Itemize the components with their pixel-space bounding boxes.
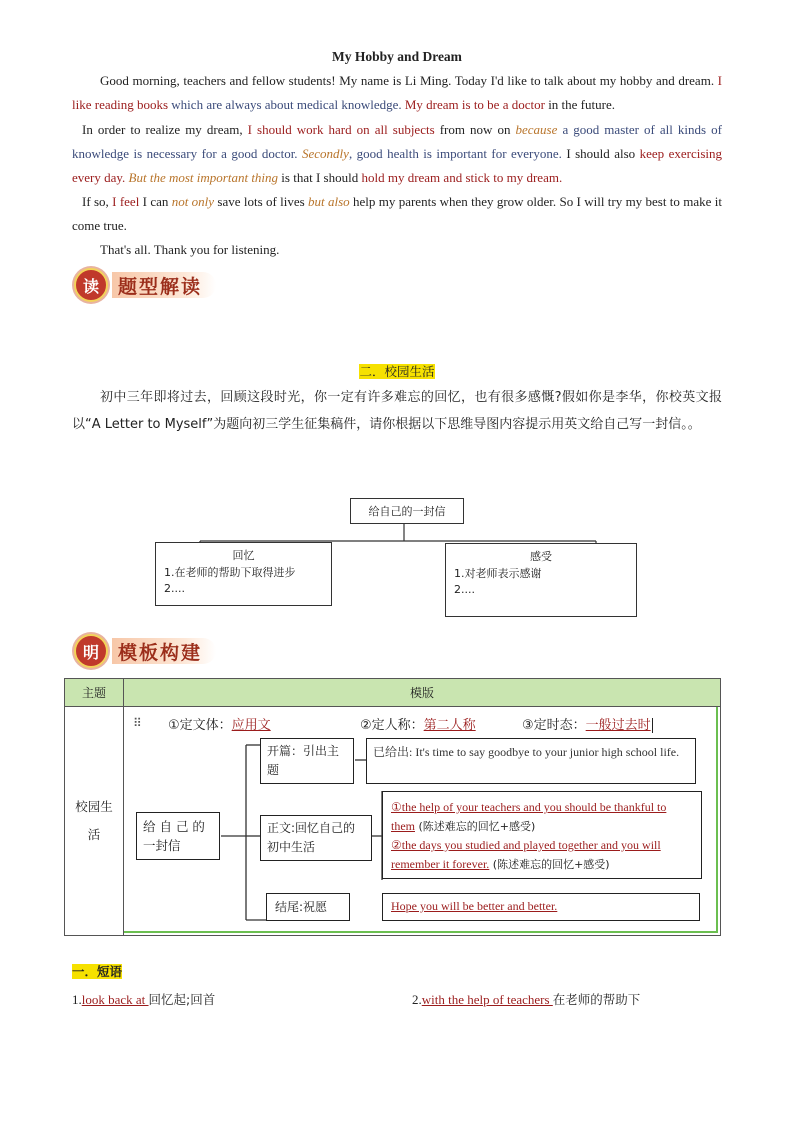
style-row: ①定文体：应用文: [168, 718, 271, 733]
mindmap-left-item-1: 1.在老师的帮助下取得进步: [164, 566, 296, 579]
essay-p2-segment: because: [515, 122, 558, 137]
mindmap-right-item-2: 2....: [454, 583, 475, 596]
essay-p2-segment: hold my dream and stick to my dream.: [361, 170, 563, 185]
tense-row: ③定时态：一般过去时: [522, 718, 651, 733]
essay-p3-segment: I feel: [112, 194, 140, 209]
section-title: 二．校园生活: [359, 364, 435, 379]
essay-p2-segment: a good master of all kinds of knowledge is necessary for a good doctor.: [72, 122, 722, 161]
mindmap-left-item-2: 2....: [164, 582, 185, 595]
essay-p2-segment: keep exercising every day.: [72, 146, 722, 185]
table-header-template: 模版: [124, 679, 721, 707]
theme-cell: 校园生活: [65, 707, 124, 936]
drag-handle-icon: ⠿: [133, 716, 141, 730]
essay-p1-segment: which are always about medical knowledge.: [168, 97, 405, 112]
essay-p2-segment: , good health is important for everyone.: [348, 146, 562, 161]
badge-icon: 读: [74, 268, 108, 302]
body-item-1: ①the help of your teachers and you should be thankful to them (陈述难忘的回忆+感受): [391, 800, 667, 833]
person-row: ②定人称：第二人称: [360, 718, 476, 733]
ending-text: Hope you will be better and better.: [382, 893, 700, 921]
essay-p3-segment: not only: [171, 194, 215, 209]
template-root-node: 给 自 己 的 一封信: [136, 812, 220, 860]
phrases-heading: 一．短语: [72, 964, 123, 979]
essay-paragraph-4: That's all. Thank you for listening.: [100, 242, 280, 257]
banner-title: 模板构建: [112, 638, 216, 664]
essay-p2-segment: is that I should: [278, 170, 362, 185]
essay-p2-segment: I should also: [561, 146, 640, 161]
mindmap-right-item-1: 1.对老师表示感谢: [454, 567, 542, 580]
essay-p2-segment: from now on: [434, 122, 516, 137]
essay-p1-segment: in the future.: [544, 97, 615, 112]
mindmap-right-title: 感受: [530, 550, 552, 563]
essay-p3-segment: but also: [308, 194, 350, 209]
essay-p3-segment: save lots of lives: [214, 194, 309, 209]
essay-title: My Hobby and Dream: [332, 49, 462, 64]
essay-p2-segment: But the most important thing: [128, 170, 279, 185]
essay-p3-segment: help my parents when they grow older. So I will try my best to make it come true.: [72, 194, 722, 233]
badge-icon: 明: [74, 634, 108, 668]
mindmap-root: 给自己的一封信: [350, 498, 464, 524]
banner-title: 题型解读: [112, 272, 216, 298]
essay-p2-segment: Secondly: [302, 146, 349, 161]
writing-prompt: 初中三年即将过去，回顾这段时光，你一定有许多难忘的回忆，也有很多感慨?假如你是李华，你校英文报以“A Letter to Myself”为题向初三学生征集稿件，请你根据以下思维导图内容提示用英文给自己写一封信。。: [72, 390, 722, 432]
ending-node: 结尾:祝愿: [266, 893, 350, 921]
essay-p1-segment: Good morning, teachers and fellow students! My name is Li Ming. Today I'd like to talk about my hobby and dream.: [100, 73, 718, 88]
essay-p2-segment: In order to realize my dream,: [82, 122, 248, 137]
phrase-item-2: 2.with the help of teachers 在老师的帮助下: [412, 992, 641, 1007]
opening-text: 已给出: It's time to say goodbye to your junior high school life.: [366, 738, 696, 784]
body-text: [382, 791, 702, 879]
essay-p1-segment: I like reading books: [72, 73, 722, 112]
essay-p2-segment: I should work hard on all subjects: [247, 122, 435, 137]
mindmap-left-title: 回忆: [232, 549, 255, 562]
essay-p3-segment: If so,: [82, 194, 113, 209]
essay-p1-segment: My dream is to be a doctor: [404, 97, 545, 112]
table-header-theme: 主题: [65, 679, 124, 707]
body-item-2: ②the days you studied and played together and you will remember it forever. (陈述难忘的回忆+感受): [391, 838, 661, 871]
opening-node: 开篇：引出主题: [260, 738, 354, 784]
phrase-item-1: 1.look back at 回忆起;回首: [72, 992, 216, 1007]
body-node: 正文:回忆自己的初中生活: [260, 815, 372, 861]
essay-p3-segment: I can: [139, 194, 172, 209]
